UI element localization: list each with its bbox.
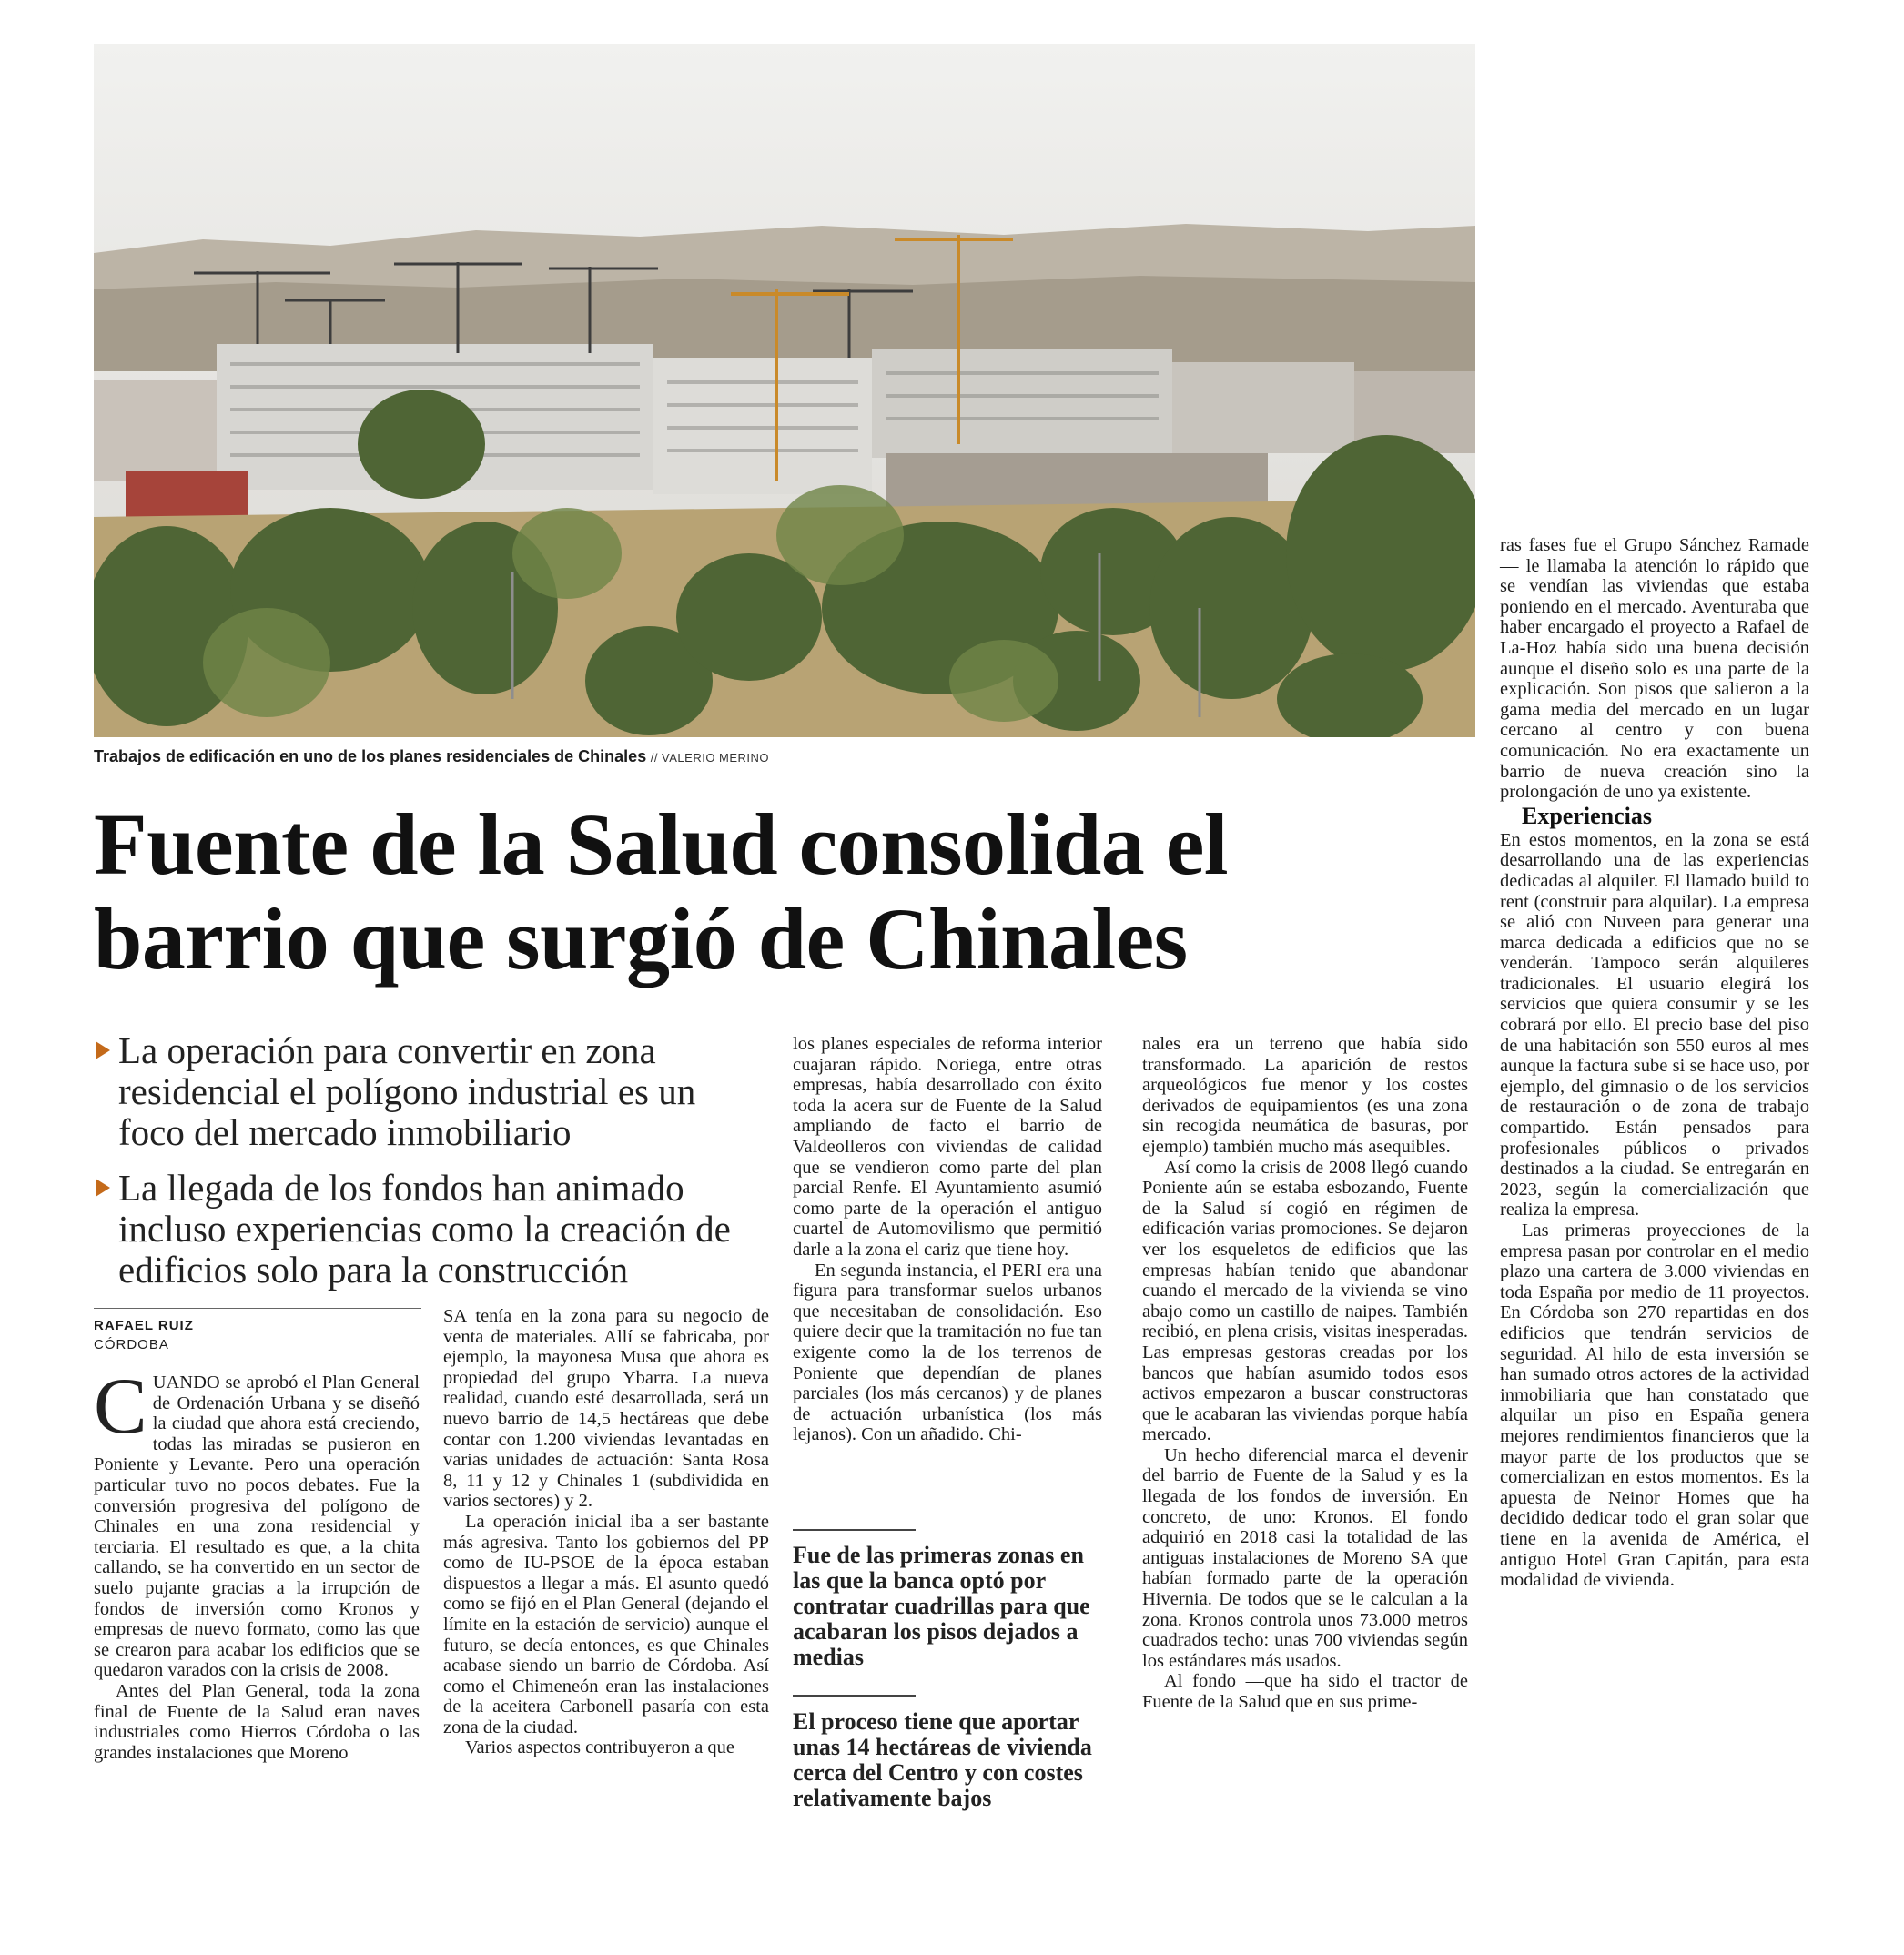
headline-line-2: barrio que surgió de Chinales xyxy=(94,890,1188,988)
deck-text: La operación para convertir en zona residencial el polígono industrial es un foco del mercado inmobiliario xyxy=(118,1029,696,1153)
triangle-bullet-icon xyxy=(96,1179,110,1197)
body-paragraph: Un hecho diferencial marca el devenir del barrio de Fuente de la Salud y es la llegada de los fondos de inversión. En concreto, de uno: Kronos. El fondo adquirió en 2018 casi la totalidad de las antiguas instalaciones de Moreno SA que habían formado parte de la operación Hivernia. De todos que se le calculan a la zona. Kronos controla unos 73.000 metros cuadrados techo: unas 700 viviendas según los estándares más usados. xyxy=(1142,1444,1468,1671)
body-column-2 xyxy=(443,1306,769,1758)
deck-item xyxy=(94,1030,767,1153)
body-paragraph: Las primeras proyecciones de la empresa pasan por controlar en el medio plazo una cartera de 3.000 viviendas en toda España por medio de 11 proyectos. En Córdoba son 270 repartidas en dos edificios que tendrán servicios de seguridad. Al hilo de esta inversión se han sumado otros actores de la actividad inmobiliaria que han constatado que alquilar un piso en España genera mejores rendimientos financieros que la mayor parte de los productos que se comercializan en estos momentos. Es la apuesta de Neinor Homes que ha decidido dedicar todo el gran solar que tiene en la avenida de América, el antiguo Hotel Gran Capitán, para esta modalidad de vivienda. xyxy=(1500,1221,1809,1591)
pullquote-rule xyxy=(793,1695,916,1697)
body-paragraph: Varios aspectos contribuyeron a que xyxy=(465,1737,735,1758)
body-column-1 xyxy=(94,1362,420,1763)
photo-caption xyxy=(94,746,1475,768)
body-paragraph: Antes del Plan General, toda la zona final de Fuente de la Salud eran naves industriales como Hierros Córdoba o las grandes instalaciones que Moreno xyxy=(94,1680,420,1763)
body-paragraph: Al fondo —que ha sido el tractor de Fuente de la Salud que en sus prime- xyxy=(1142,1671,1468,1712)
deck-item xyxy=(94,1168,767,1291)
body-paragraph: En estos momentos, en la zona se está desarrollando una de las experiencias dedicadas al alquiler. El llamado build to rent (construir para alquilar). La empresa se alió con Nuveen para generar una marca dedicada a edificios que no se venderán. Tampoco serán alquileres tradicionales. El usuario elegirá los servicios que quiera consumir y se les cobrará por ello. El precio base del piso de una habitación son 550 euros al mes aunque la factura sube si se hace uso, por ejemplo, del gimnasio o de los servicios de restauración o de zona de trabajo compartido. Están pensados para profesionales públicos o privados destinados a la ciudad. Se entregarán en 2023, según la comercialización que realiza la empresa. xyxy=(1500,829,1809,1221)
body-column-3 xyxy=(793,1034,1102,1445)
headline-line-1: Fuente de la Salud consolida el xyxy=(94,795,1228,893)
drop-cap: C xyxy=(94,1362,147,1451)
byline-author: RAFAEL RUIZ xyxy=(94,1318,194,1333)
byline-city: CÓRDOBA xyxy=(94,1337,169,1352)
pullquote: Fue de las primeras zonas en las que la banca optó por contratar cuadrillas para que acabaran los pisos dejados a medias xyxy=(793,1542,1090,1670)
deck-text: La llegada de los fondos han animado incluso experiencias como la creación de edificios solo para la construcción xyxy=(118,1167,731,1291)
headline xyxy=(94,797,1477,987)
article-photo xyxy=(94,44,1475,737)
subheadline-decks xyxy=(94,1030,767,1305)
caption-text: Trabajos de edificación en uno de los planes residenciales de Chinales xyxy=(94,747,647,765)
body-paragraph: En segunda instancia, el PERI era una figura para transformar suelos urbanos que necesitaban de consolidación. Eso quiere decir que la tramitación no fue tan exigente como la de los terrenos de Poniente que dependían de planes parciales (los más cercanos) y de planes de actuación urbanística (los más lejanos). Con un añadido. Chi- xyxy=(793,1260,1102,1445)
section-subhead: Experiencias xyxy=(1522,802,1652,829)
byline-rule xyxy=(94,1308,421,1309)
body-paragraph: nales era un terreno que había sido transformado. La aparición de restos arqueológicos fue menor y los costes derivados de equipamientos (es una zona sin recogida neumática de basuras, por ejemplo) también mucho más asequibles. xyxy=(1142,1034,1468,1157)
byline xyxy=(94,1316,421,1354)
body-paragraph: Así como la crisis de 2008 llegó cuando Poniente aún se estaba esbozando, Fuente de la Salud sí cogió en régimen de edificación varias promociones. Se dejaron ver los esqueletos de edificios que las empresas habían tenido que abandonar cuando el mercado de la vivienda se vino abajo como un castillo de naipes. También recibió, en plena crisis, visitas inesperadas. Las empresas gestoras creadas por los bancos que habían asumido todos esos activos empezaron a buscar constructoras que le acabaran las viviendas porque había mercado. xyxy=(1142,1157,1468,1445)
triangle-bullet-icon xyxy=(96,1041,110,1059)
body-column-5 xyxy=(1500,535,1809,1591)
pullquote-rule xyxy=(793,1529,916,1531)
pullquote: El proceso tiene que aportar unas 14 hectáreas de vivienda cerca del Centro y con costes relativamente bajos xyxy=(793,1708,1092,1811)
body-paragraph: ras fases fue el Grupo Sánchez Ramade— le llamaba la atención lo rápido que se vendían las viviendas que estaba poniendo en el mercado. Aventuraba que haber encargado el proyecto a Rafael de La-Hoz había sido una buena decisión aunque el diseño solo es una parte de la explicación. Son pisos que salieron a la gama media del mercado en un lugar cercano al centro y con buena comunicación. No era exactamente un barrio de nueva creación sino la prolongación de uno ya existente. xyxy=(1500,535,1809,803)
construction-landscape-image xyxy=(94,44,1475,737)
body-column-4 xyxy=(1142,1034,1468,1713)
body-paragraph: SA tenía en la zona para su negocio de venta de materiales. Allí se fabricaba, por ejemplo, la mayonesa Musa que ahora es propiedad del grupo Ybarra. La nueva realidad, cuando esté desarrollada, será un nuevo barrio de 14,5 hectáreas que debe contar con 1.200 viviendas levantadas en varias unidades de actuación: Santa Rosa 8, 11 y 12 y Chinales 1 (subdividida en varios sectores) y 2. xyxy=(443,1306,769,1512)
body-paragraph: CUANDO se aprobó el Plan General de Ordenación Urbana y se diseñó la ciudad que ahora está creciendo, todas las miradas se pusieron en Poniente y Levante. Pero una operación particular tuvo no pocos debates. Fue la conversión progresiva del polígono de Chinales en una zona residencial y terciaria. El resultado es que, a la chita callando, se ha convertido en un sector de suelo pujante gracias a la irrupción de fondos de inversión como Kronos y empresas de nuevo formato, como las que se crearon para acabar los edificios que se quedaron varados con la crisis de 2008. xyxy=(94,1362,420,1681)
body-paragraph: los planes especiales de reforma interior cuajaran rápido. Noriega, entre otras empresas, había desarrollado con éxito toda la acera sur de Fuente de la Salud ampliando de facto el barrio de Valdeolleros con viviendas de calidad que se vendieron como parte del plan parcial Renfe. El Ayuntamiento asumió como parte de la operación el antiguo cuartel de Automovilismo que permitió darle a la zona el cariz que tiene hoy. xyxy=(793,1034,1102,1260)
body-paragraph: La operación inicial iba a ser bastante más agresiva. Tanto los gobiernos del PP como de IU-PSOE de la época estaban dispuestos a llegar a más. El asunto quedó como se fijó en el Plan General (dejando el límite en la estación de servicio) aunque el futuro, se decía entonces, es que Chinales acabase siendo un barrio de Córdoba. Así como el Chimeneón eran las instalaciones de la aceitera Carbonell pasaría con esta zona de la ciudad. xyxy=(443,1511,769,1737)
photo-credit: // VALERIO MERINO xyxy=(650,751,770,765)
